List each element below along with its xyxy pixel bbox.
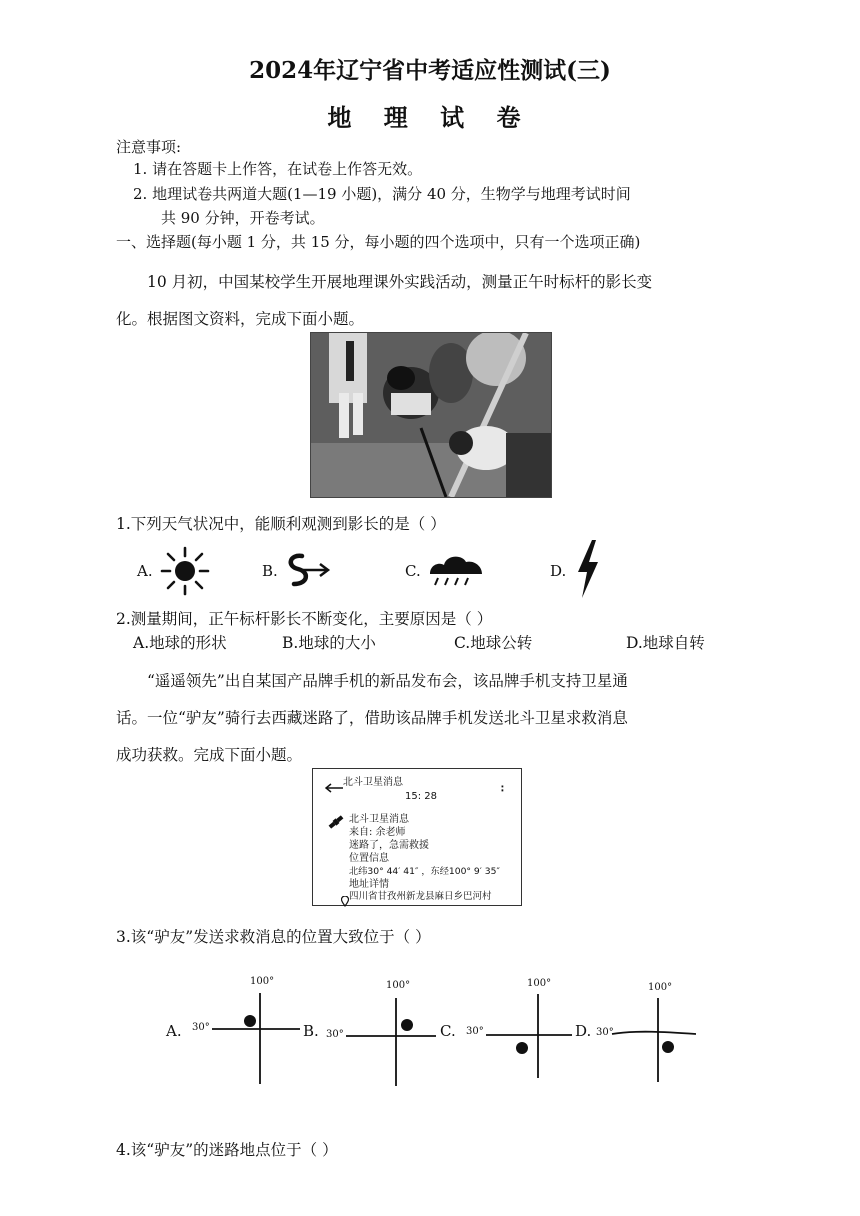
q1-stem: 1.下列天气状况中，能顺利观测到影长的是（ ） [116, 515, 446, 533]
q3-stem: 3.该“驴友”发送求救消息的位置大致位于（ ） [116, 928, 431, 946]
location-pin-icon [341, 892, 349, 903]
notice-item-2-cont: 共 90 分钟，开卷考试。 [161, 209, 325, 227]
passage1-line2: 化。根据图文资料，完成下面小题。 [116, 310, 365, 328]
message-header-title: 北斗卫星消息 [343, 777, 403, 788]
q3-c-lat-label: 30° [466, 1026, 484, 1037]
q3-option-c-diagram [464, 974, 572, 1080]
exam-title: 2024年辽宁省中考适应性测试(三) [249, 57, 611, 84]
q3-c-lon-label: 100° [527, 978, 552, 989]
q3-b-lon-label: 100° [386, 980, 411, 991]
q2-option-c: C.地球公转 [454, 634, 533, 652]
q3-option-a-diagram [190, 968, 300, 1088]
q2-stem: 2.测量期间，正午标杆影长不断变化，主要原因是（ ） [116, 610, 493, 628]
sun-icon [160, 546, 210, 596]
message-time: 15: 28 [405, 791, 437, 802]
rain-cloud-icon [426, 550, 486, 590]
exam-subtitle: 地 理 试 卷 [327, 103, 533, 132]
q2-option-d: D.地球自转 [626, 634, 705, 652]
q3-option-b-diagram [326, 974, 436, 1088]
q3-a-lon-label: 100° [250, 976, 275, 987]
address-label: 地址详情 [349, 879, 389, 890]
q3-option-d-diagram [596, 980, 696, 1084]
passage2-line1: “遥遥领先”出自某国产品牌手机的新品发布会，该品牌手机支持卫星通 [147, 672, 628, 690]
q1-option-b-label: B. [262, 562, 278, 580]
q2-option-b: B.地球的大小 [282, 634, 376, 652]
notice-heading: 注意事项: [116, 138, 182, 156]
message-title: 北斗卫星消息 [349, 814, 409, 825]
q1-option-a-label: A. [137, 562, 153, 580]
q3-a-lat-label: 30° [192, 1022, 210, 1033]
q2-option-a: A.地球的形状 [133, 634, 227, 652]
q3-d-lon-label: 100° [648, 982, 673, 993]
message-menu: ∶ [501, 784, 504, 795]
notice-item-1: 1. 请在答题卡上作答，在试卷上作答无效。 [133, 160, 423, 178]
q4-stem: 4.该“驴友”的迷路地点位于（ ） [116, 1141, 338, 1159]
location-coords: 北纬30° 44′ 41″ ，东经100° 9′ 35″ [349, 866, 500, 877]
message-body: 迷路了，急需救援 [349, 840, 429, 851]
location-label: 位置信息 [349, 853, 389, 864]
notice-item-2: 2. 地理试卷共两道大题(1—19 小题)，满分 40 分，生物学与地理考试时间 [133, 185, 631, 203]
q3-option-a-label: A. [166, 1022, 182, 1040]
lightning-icon [574, 540, 600, 598]
q1-option-d-label: D. [550, 562, 567, 580]
address-detail: 四川省甘孜州新龙县麻日乡巴河村 [349, 891, 492, 902]
q3-b-lat-label: 30° [326, 1029, 344, 1040]
q3-d-lat-label: 30° [596, 1027, 614, 1038]
passage2-line2: 话。一位“驴友”骑行去西藏迷路了，借助该品牌手机发送北斗卫星求救消息 [116, 709, 628, 727]
q3-option-c-label: C. [440, 1022, 456, 1040]
q1-option-c-label: C. [405, 562, 421, 580]
sandstorm-icon [282, 550, 332, 590]
passage2-line3: 成功获救。完成下面小题。 [116, 746, 303, 764]
section-heading: 一、选择题(每小题 1 分，共 15 分，每小题的四个选项中，只有一个选项正确) [116, 233, 641, 251]
back-arrow-icon [325, 778, 343, 788]
students-measuring-photo [310, 332, 552, 498]
passage1-line1: 10 月初，中国某校学生开展地理课外实践活动，测量正午时标杆的影长变 [147, 273, 653, 291]
satellite-message-screenshot [312, 768, 522, 906]
message-from: 来自: 余老师 [349, 827, 406, 838]
q3-option-b-label: B. [303, 1022, 319, 1040]
q3-option-d-label: D. [575, 1022, 592, 1040]
satellite-icon [327, 813, 345, 831]
